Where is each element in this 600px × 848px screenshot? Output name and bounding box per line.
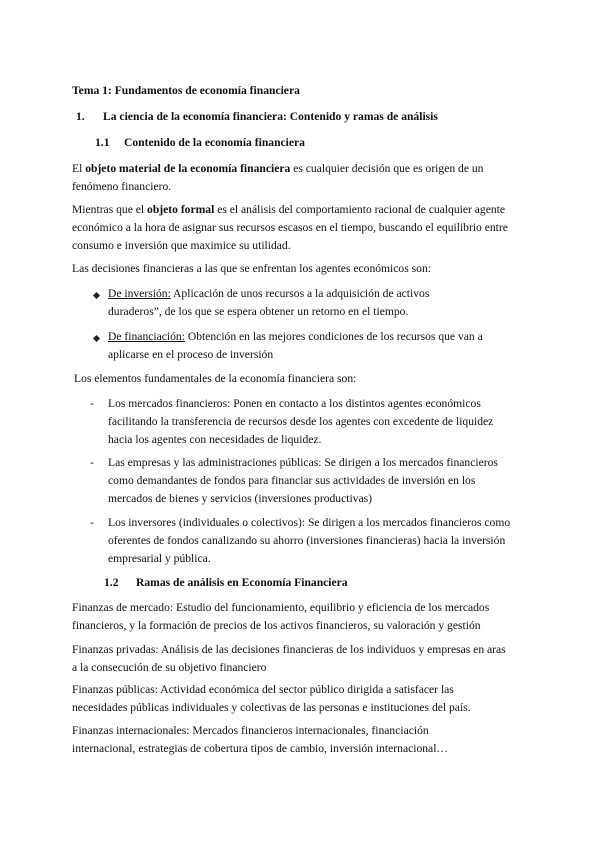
section-title: La ciencia de la economía financiera: Contenido y ramas de análisis	[103, 110, 438, 123]
diamond-bullet-icon	[93, 335, 100, 342]
bold-term: objeto formal	[147, 203, 215, 216]
subsection-title: Ramas de análisis en Economía Financiera	[136, 576, 348, 589]
list-item-inversion	[108, 285, 429, 304]
dash-bullet: -	[90, 456, 94, 469]
list-item-line: aplicarse en el proceso de inversión	[108, 348, 274, 361]
subsection-number: 1.1	[95, 136, 110, 149]
paragraph-line: a la consecución de su objetivo financiero	[72, 661, 267, 674]
subsection-number: 1.2	[104, 576, 119, 589]
text-run: El	[72, 162, 86, 175]
list-item-line: Los mercados financieros: Ponen en contacto a los distintos agentes económicos	[108, 397, 481, 410]
list-item-line: facilitando la transferencia de recursos desde los agentes con excedente de liquidez	[108, 415, 494, 428]
list-item-line: como demandantes de fondos para financiar sus actividades de inversión en los	[108, 474, 476, 487]
list-item-line: Las empresas y las administraciones públicas: Se dirigen a los mercados financieros	[108, 456, 498, 469]
item-text: Aplicación de unos recursos a la adquisición de activos	[170, 287, 430, 300]
text-run: Mientras que el	[72, 203, 148, 216]
paragraph-line: financieros, y la formación de precios de los activos financieros, su valoración y gestión	[72, 619, 481, 632]
list-item-line: Los inversores (individuales o colectivos): Se dirigen a los mercados financieros como	[108, 516, 511, 529]
paragraph-finanzas-publicas: Finanzas públicas: Actividad económica del sector público dirigida a satisfacer las	[72, 683, 454, 696]
paragraph-line: internacional, estrategias de cobertura tipos de cambio, inversión internacional…	[72, 742, 449, 755]
document-title: Tema 1: Fundamentos de economía financiera	[72, 84, 300, 97]
list-item-line: hacia los agentes con necesidades de liquidez.	[108, 433, 322, 446]
paragraph-finanzas-privadas: Finanzas privadas: Análisis de las decisiones financieras de los individuos y empresas en aras	[72, 643, 506, 656]
item-label: De financiación:	[108, 330, 185, 343]
paragraph-objeto-material	[72, 160, 483, 179]
paragraph-line: fenómeno financiero.	[72, 180, 172, 193]
paragraph-line: económico a la hora de asignar sus recursos escasos en el tiempo, buscando el equilibrio entre	[72, 221, 508, 234]
paragraph-finanzas-mercado: Finanzas de mercado: Estudio del funcionamiento, equilibrio y eficiencia de los mercados	[72, 601, 490, 614]
paragraph-line: consumo e inversión que maximice su utilidad.	[72, 239, 291, 252]
section-number: 1.	[76, 110, 85, 123]
list-item-line: oferentes de fondos canalizando su ahorro (inversiones financieras) hacia la inversión	[108, 534, 506, 547]
bold-term: objeto material de la economía financiera	[85, 162, 291, 175]
paragraph-objeto-formal	[72, 201, 505, 220]
list-item-line: duraderos”, de los que se espera obtener un retorno en el tiempo.	[108, 305, 409, 318]
subsection-title: Contenido de la economía financiera	[124, 136, 305, 149]
paragraph-line: necesidades públicas individuales y colectivas de las personas e instituciones del país.	[72, 701, 471, 714]
list-item-financiacion	[108, 328, 483, 347]
paragraph-finanzas-internacionales: Finanzas internacionales: Mercados financieros internacionales, financiación	[72, 724, 429, 737]
list-item-line: empresarial y pública.	[108, 552, 211, 565]
diamond-bullet-icon	[93, 292, 100, 299]
item-text: Obtención en las mejores condiciones de los recursos que van a	[184, 330, 483, 343]
item-label: De inversión:	[108, 287, 171, 300]
dash-bullet: -	[90, 516, 94, 529]
dash-bullet: -	[90, 397, 94, 410]
paragraph-decisiones-intro: Las decisiones financieras a las que se enfrentan los agentes económicos son:	[72, 262, 431, 275]
paragraph-elementos-intro: Los elementos fundamentales de la economía financiera son:	[74, 372, 357, 385]
text-run: es cualquier decisión que es origen de un	[290, 162, 484, 175]
text-run: es el análisis del comportamiento racional de cualquier agente	[214, 203, 506, 216]
list-item-line: mercados de bienes y servicios (inversiones productivas)	[108, 492, 373, 505]
